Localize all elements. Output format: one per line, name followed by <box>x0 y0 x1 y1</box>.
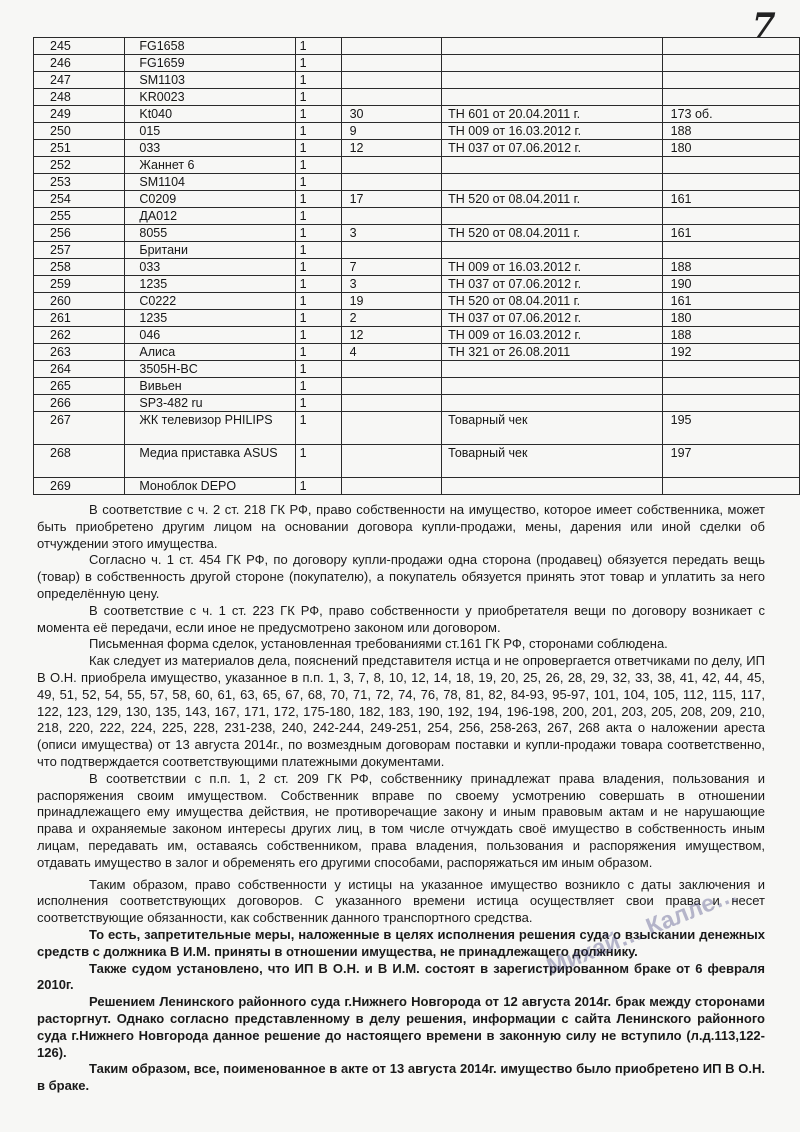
cell-n: 247 <box>34 72 125 89</box>
cell-name: Медиа приставка ASUS <box>125 445 295 478</box>
cell-col4 <box>341 157 442 174</box>
cell-doc <box>442 38 662 55</box>
cell-price: 197 <box>662 445 799 478</box>
cell-col4: 7 <box>341 259 442 276</box>
cell-name: 3505H-BC <box>125 361 295 378</box>
cell-name: KR0023 <box>125 89 295 106</box>
cell-n: 265 <box>34 378 125 395</box>
table-row <box>34 208 800 225</box>
table-row <box>34 157 800 174</box>
cell-n: 255 <box>34 208 125 225</box>
table-row <box>34 191 800 208</box>
cell-price: 188 <box>662 259 799 276</box>
cell-price <box>662 478 799 495</box>
cell-qty: 1 <box>295 327 341 344</box>
cell-name: 033 <box>125 140 295 157</box>
cell-price <box>662 378 799 395</box>
cell-name: Моноблок DEPO <box>125 478 295 495</box>
table-row <box>34 55 800 72</box>
cell-n: 246 <box>34 55 125 72</box>
cell-n: 250 <box>34 123 125 140</box>
table-row <box>34 395 800 412</box>
table-row <box>34 38 800 55</box>
cell-col4: 2 <box>341 310 442 327</box>
cell-name: 1235 <box>125 276 295 293</box>
cell-name: C0222 <box>125 293 295 310</box>
cell-price <box>662 72 799 89</box>
cell-name: Британи <box>125 242 295 259</box>
cell-qty: 1 <box>295 361 341 378</box>
cell-n: 259 <box>34 276 125 293</box>
cell-doc <box>442 89 662 106</box>
cell-qty: 1 <box>295 242 341 259</box>
cell-qty: 1 <box>295 395 341 412</box>
paragraph-art-223: В соответствие с ч. 1 ст. 223 ГК РФ, право собственности у приобретателя вещи по договору возникает с момента её передачи, если иное не предусмотрено законом или договором. <box>37 602 765 635</box>
cell-n: 268 <box>34 445 125 478</box>
cell-col4 <box>341 174 442 191</box>
cell-col4 <box>341 412 442 445</box>
cell-name: 015 <box>125 123 295 140</box>
cell-n: 252 <box>34 157 125 174</box>
cell-doc <box>442 72 662 89</box>
cell-qty: 1 <box>295 140 341 157</box>
cell-n: 264 <box>34 361 125 378</box>
table-row <box>34 140 800 157</box>
cell-n: 253 <box>34 174 125 191</box>
cell-n: 249 <box>34 106 125 123</box>
cell-doc: ТН 321 от 26.08.2011 <box>442 344 662 361</box>
cell-qty: 1 <box>295 445 341 478</box>
cell-name: ЖК телевизор PHILIPS <box>125 412 295 445</box>
cell-col4 <box>341 55 442 72</box>
property-table <box>33 37 800 495</box>
table-row <box>34 123 800 140</box>
paragraph-art-454: Согласно ч. 1 ст. 454 ГК РФ, по договору купли-продажи одна сторона (продавец) обязуется передать вещь (товар) в собственность другой стороне (покупателю), а покупатель обязуется принять этот товар и уплатить за него определённую цену. <box>37 552 765 601</box>
cell-doc: Товарный чек <box>442 412 662 445</box>
cell-qty: 1 <box>295 310 341 327</box>
cell-n: 258 <box>34 259 125 276</box>
cell-qty: 1 <box>295 225 341 242</box>
cell-price <box>662 208 799 225</box>
cell-name: 1235 <box>125 310 295 327</box>
page-number-mark: 7 <box>752 6 776 46</box>
cell-n: 257 <box>34 242 125 259</box>
table-row <box>34 445 800 478</box>
table-row <box>34 310 800 327</box>
cell-doc <box>442 242 662 259</box>
cell-name: Жаннет 6 <box>125 157 295 174</box>
cell-price: 195 <box>662 412 799 445</box>
paragraph-art-209: В соответствии с п.п. 1, 2 ст. 209 ГК РФ, собственнику принадлежат права владения, пользования и распоряжения своим имуществом. Собственник вправе по своему усмотрению совершать в отношении принадлежащего ему имущества действия, не противоречащие закону и иным правовым актам и не нарушающие права и охраняемые законом интересы других лиц, в том числе отчуждать своё имущество в собственность иным лицам, передавать им, оставаясь собственником, права владения, пользования и распоряжения имуществом, отдавать имущество в залог и обременять его другими способами, распоряжаться им иным образом. <box>37 770 765 870</box>
cell-doc: ТН 009 от 16.03.2012 г. <box>442 123 662 140</box>
cell-qty: 1 <box>295 89 341 106</box>
cell-doc: ТН 601 от 20.04.2011 г. <box>442 106 662 123</box>
cell-price: 161 <box>662 225 799 242</box>
table-row <box>34 276 800 293</box>
cell-name: C0209 <box>125 191 295 208</box>
paragraph-art-218: В соответствие с ч. 2 ст. 218 ГК РФ, право собственности на имущество, которое имеет собственника, может быть приобретено другим лицом на основании договора купли-продажи, мены, дарения или иной сделки об отчуждении этого имущества. <box>37 502 765 551</box>
table-row <box>34 106 800 123</box>
cell-doc <box>442 157 662 174</box>
cell-price <box>662 242 799 259</box>
cell-name: Алиса <box>125 344 295 361</box>
paragraph-restrictive-measures: То есть, запретительные меры, наложенные в целях исполнения решения суда о взыскании денежных средств с должника В И.М. приняты в отношении имущества, не принадлежащего должнику. <box>37 926 765 959</box>
cell-name: ДА012 <box>125 208 295 225</box>
cell-doc: ТН 520 от 08.04.2011 г. <box>442 191 662 208</box>
document-body <box>37 502 765 1095</box>
cell-doc <box>442 174 662 191</box>
cell-name: FG1658 <box>125 38 295 55</box>
cell-name: FG1659 <box>125 55 295 72</box>
paragraph-marriage: Также судом установлено, что ИП В О.Н. и В И.М. состоят в зарегистрированном браке от 6 февраля 2010г. <box>37 960 765 993</box>
cell-col4 <box>341 208 442 225</box>
table-row <box>34 361 800 378</box>
cell-price: 180 <box>662 310 799 327</box>
cell-price <box>662 157 799 174</box>
cell-qty: 1 <box>295 106 341 123</box>
paragraph-art-161: Письменная форма сделок, установленная требованиями ст.161 ГК РФ, сторонами соблюдена. <box>89 636 668 652</box>
cell-n: 248 <box>34 89 125 106</box>
cell-col4: 12 <box>341 140 442 157</box>
cell-n: 269 <box>34 478 125 495</box>
cell-qty: 1 <box>295 478 341 495</box>
cell-qty: 1 <box>295 293 341 310</box>
cell-qty: 1 <box>295 344 341 361</box>
table-row <box>34 259 800 276</box>
paragraph-ownership-conclusion: Таким образом, право собственности у истицы на указанное имущество возникло с даты заключения и исполнения соответствующих договоров. С указанного времени истица осуществляет свои права и несет соответствующие обязанности, как собственник данного транспортного средства. <box>37 876 765 926</box>
cell-price: 188 <box>662 327 799 344</box>
cell-qty: 1 <box>295 378 341 395</box>
paragraph-final-conclusion: Таким образом, все, поименованное в акте от 13 августа 2014г. имущество было приобретено ИП В О.Н. в браке. <box>37 1061 765 1094</box>
cell-qty: 1 <box>295 259 341 276</box>
cell-price: 180 <box>662 140 799 157</box>
cell-qty: 1 <box>295 157 341 174</box>
cell-name: Вивьен <box>125 378 295 395</box>
table-row <box>34 174 800 191</box>
cell-price: 190 <box>662 276 799 293</box>
cell-qty: 1 <box>295 72 341 89</box>
cell-col4 <box>341 38 442 55</box>
cell-qty: 1 <box>295 208 341 225</box>
paragraph-case-materials: Как следует из материалов дела, пояснений представителя истца и не опровергается ответчиками по делу, ИП В О.Н. приобрела имущество, указанное в п.п. 1, 3, 7, 8, 10, 12, 14, 18, 19, 20, 25, 26, 28, 29, 32, 33, 38, 41, 42, 44, 45, 49, 51, 52, 54, 55, 57, 58, 60, 61, 63, 65, 67, 68, 70, 71, 72, 74, 76, 78, 81, 82, 84-93, 95-97, 101, 104, 105, 112, 115, 117, 122, 123, 129, 130, 135, 143, 167, 171, 172, 175-180, 182, 183, 190, 192, 194, 196-198, 200, 201, 203, 205, 208, 209, 210, 218, 220, 222, 224, 225, 228, 231-238, 240, 242-244, 249-251, 254, 256, 258-263, 267, 268 акта о наложении ареста (описи имущества) от 13 августа 2014г., по возмездным договорам поставки и купли-продажи товара соответственно, что подтверждается соответствующими платежными документами. <box>37 653 765 769</box>
cell-col4: 19 <box>341 293 442 310</box>
cell-qty: 1 <box>295 38 341 55</box>
cell-col4 <box>341 395 442 412</box>
cell-price: 161 <box>662 191 799 208</box>
table-row <box>34 327 800 344</box>
cell-col4 <box>341 72 442 89</box>
cell-name: 046 <box>125 327 295 344</box>
cell-qty: 1 <box>295 412 341 445</box>
cell-col4: 3 <box>341 276 442 293</box>
table-row <box>34 225 800 242</box>
table-row <box>34 378 800 395</box>
cell-col4 <box>341 89 442 106</box>
cell-col4 <box>341 378 442 395</box>
cell-col4: 17 <box>341 191 442 208</box>
cell-col4: 30 <box>341 106 442 123</box>
court-stamp: Михай… Калле… <box>543 880 742 982</box>
cell-doc: ТН 520 от 08.04.2011 г. <box>442 293 662 310</box>
cell-col4: 3 <box>341 225 442 242</box>
cell-qty: 1 <box>295 276 341 293</box>
cell-doc: ТН 009 от 16.03.2012 г. <box>442 327 662 344</box>
cell-name: Kt040 <box>125 106 295 123</box>
cell-qty: 1 <box>295 123 341 140</box>
cell-col4: 9 <box>341 123 442 140</box>
cell-col4 <box>341 445 442 478</box>
table-row <box>34 344 800 361</box>
cell-col4: 12 <box>341 327 442 344</box>
cell-col4: 4 <box>341 344 442 361</box>
cell-name: SM1103 <box>125 72 295 89</box>
cell-doc: ТН 037 от 07.06.2012 г. <box>442 310 662 327</box>
table-row <box>34 478 800 495</box>
cell-name: SP3-482 ru <box>125 395 295 412</box>
cell-doc <box>442 378 662 395</box>
paragraph-divorce-decision: Решением Ленинского районного суда г.Нижнего Новгорода от 12 августа 2014г. брак между сторонами расторгнут. Однако согласно представленному в делу решения, информации с сайта Ленинского районного суда г.Нижнего Новгорода данное решение до настоящего времени в законную силу не вступило (л.д.113,122-126). <box>37 994 765 1060</box>
cell-doc <box>442 208 662 225</box>
cell-name: 033 <box>125 259 295 276</box>
table-row <box>34 293 800 310</box>
cell-n: 260 <box>34 293 125 310</box>
cell-n: 262 <box>34 327 125 344</box>
cell-price <box>662 361 799 378</box>
cell-price: 173 об. <box>662 106 799 123</box>
cell-qty: 1 <box>295 174 341 191</box>
cell-qty: 1 <box>295 55 341 72</box>
cell-price <box>662 395 799 412</box>
table-row <box>34 242 800 259</box>
cell-n: 266 <box>34 395 125 412</box>
table-row <box>34 72 800 89</box>
cell-doc: Товарный чек <box>442 445 662 478</box>
cell-doc: ТН 009 от 16.03.2012 г. <box>442 259 662 276</box>
cell-qty: 1 <box>295 191 341 208</box>
cell-n: 245 <box>34 38 125 55</box>
table-row <box>34 412 800 445</box>
cell-name: SM1104 <box>125 174 295 191</box>
cell-price <box>662 55 799 72</box>
cell-price <box>662 38 799 55</box>
cell-doc <box>442 55 662 72</box>
cell-n: 267 <box>34 412 125 445</box>
cell-doc: ТН 037 от 07.06.2012 г. <box>442 140 662 157</box>
cell-n: 256 <box>34 225 125 242</box>
cell-doc <box>442 361 662 378</box>
cell-doc <box>442 395 662 412</box>
table-row <box>34 89 800 106</box>
cell-col4 <box>341 361 442 378</box>
cell-name: 8055 <box>125 225 295 242</box>
cell-price <box>662 174 799 191</box>
cell-doc <box>442 478 662 495</box>
cell-n: 263 <box>34 344 125 361</box>
cell-n: 251 <box>34 140 125 157</box>
cell-col4 <box>341 242 442 259</box>
cell-col4 <box>341 478 442 495</box>
cell-price <box>662 89 799 106</box>
cell-doc: ТН 037 от 07.06.2012 г. <box>442 276 662 293</box>
cell-price: 188 <box>662 123 799 140</box>
cell-price: 161 <box>662 293 799 310</box>
cell-price: 192 <box>662 344 799 361</box>
cell-n: 254 <box>34 191 125 208</box>
cell-doc: ТН 520 от 08.04.2011 г. <box>442 225 662 242</box>
cell-n: 261 <box>34 310 125 327</box>
